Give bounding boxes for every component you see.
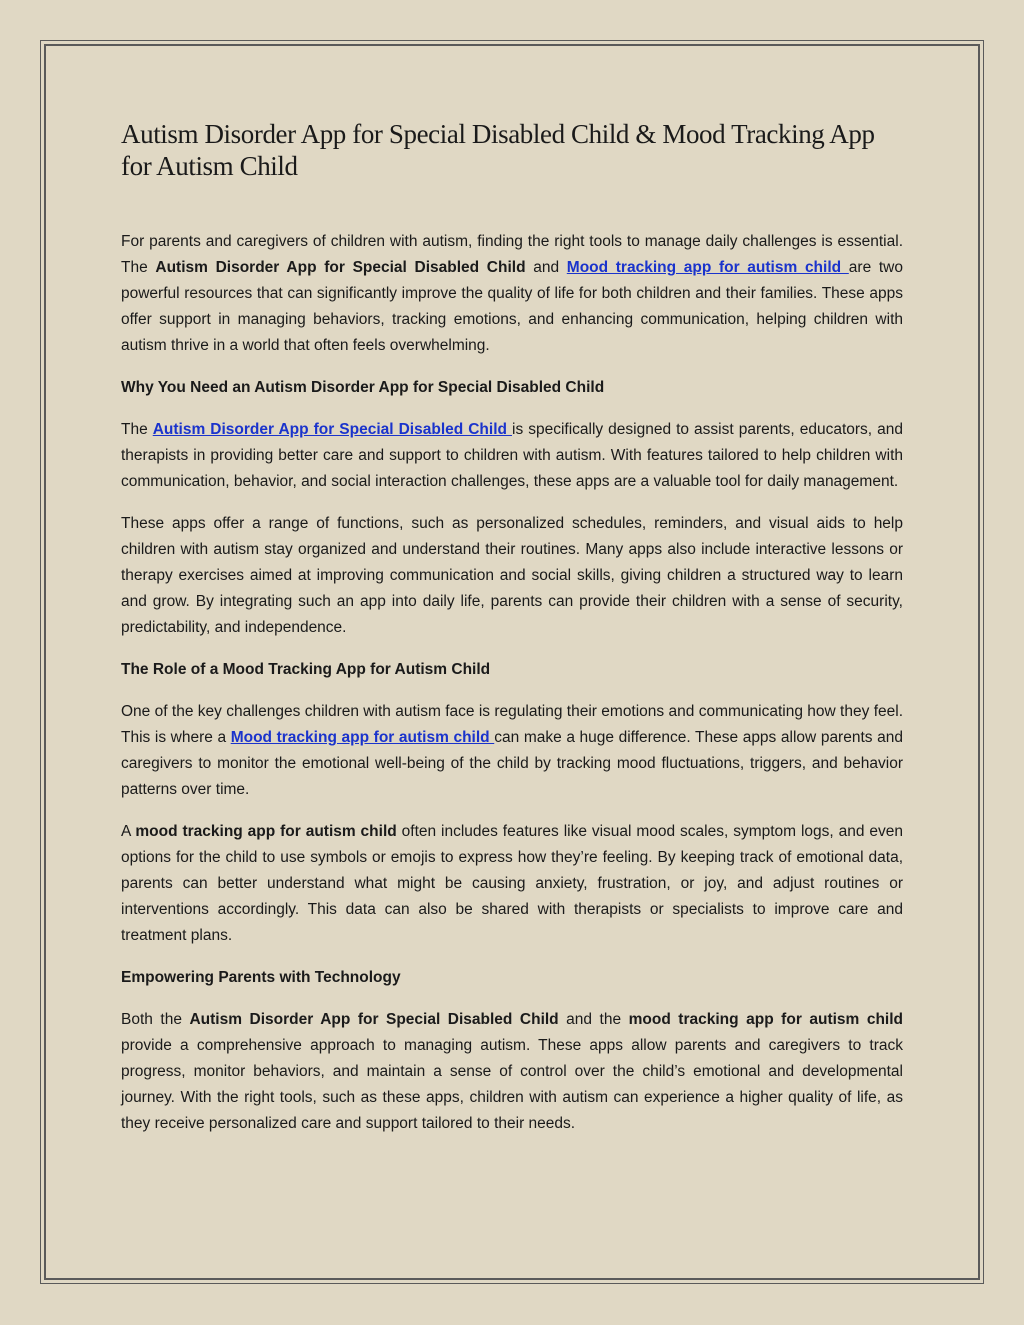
mood-tracking-link-section[interactable]: Mood tracking app for autism child (230, 729, 495, 746)
section-heading-empowering: Empowering Parents with Technology (121, 969, 401, 986)
mood-tracking-link-intro[interactable]: Mood tracking app for autism child (566, 259, 849, 276)
document-title: Autism Disorder App for Special Disabled Child & Mood Tracking App for Autism Child (121, 119, 875, 181)
section1-p1-text-2: is specifically designed to assist parents, educators, and therapists in providing better care and support to children with autism. With features tailored to help children with communication, behavior, and social interaction challenges, these apps are a valuable tool for daily management. (121, 421, 903, 490)
section3-paragraph-1 (121, 1007, 903, 1137)
document-body (121, 118, 903, 1153)
section3-p1-text-3: provide a comprehensive approach to managing autism. These apps allow parents and caregivers to track progress, monitor behaviors, and maintain a sense of control over the child’s emotional and developmental journey. With the right tools, such as these apps, children with autism can experience a higher quality of life, as they receive personalized care and support tailored to their needs. (121, 1037, 903, 1132)
section2-paragraph-2 (121, 819, 903, 949)
section2-p2-bold: mood tracking app for autism child (135, 823, 397, 840)
section2-p2-text-2: often includes features like visual mood scales, symptom logs, and even options for the child to use symbols or emojis to express how they’re feeling. By keeping track of emotional data, parents can better understand what might be causing anxiety, frustration, or joy, and adjust routines or interventions accordingly. This data can also be shared with therapists or specialists to improve care and treatment plans. (121, 823, 903, 944)
intro-paragraph (121, 229, 903, 359)
section2-p2-text-1: A (121, 823, 136, 840)
section1-paragraph-1 (121, 417, 903, 495)
section-heading-why: Why You Need an Autism Disorder App for Special Disabled Child (121, 379, 605, 396)
section1-paragraph-2: These apps offer a range of functions, such as personalized schedules, reminders, and visual aids to help children with autism stay organized and understand their routines. Many apps also include interactive lessons or therapy exercises aimed at improving communication and social skills, giving children a structured way to learn and grow. By integrating such an app into daily life, parents can provide their children with a sense of security, predictability, and independence. (121, 515, 903, 636)
section3-p1-bold-1: Autism Disorder App for Special Disabled Child (189, 1011, 559, 1028)
intro-bold-app-name: Autism Disorder App for Special Disabled Child (155, 259, 526, 276)
section3-p1-text-1: Both the (121, 1011, 190, 1028)
section1-p1-text-1: The (121, 421, 153, 438)
section2-p1-text-1: One of the key challenges children with autism face is regulating their emotions and communicating how they feel. This is where a (121, 703, 903, 746)
section3-p1-text-2: and the (558, 1011, 629, 1028)
section-heading-role: The Role of a Mood Tracking App for Autism Child (121, 661, 491, 678)
section2-p1-text-2: can make a huge difference. These apps allow parents and caregivers to monitor the emotional well-being of the child by tracking mood fluctuations, triggers, and behavior patterns over time. (121, 729, 903, 798)
intro-text-1: For parents and caregivers of children with autism, finding the right tools to manage daily challenges is essential. The (121, 233, 903, 276)
section2-paragraph-1 (121, 699, 903, 803)
intro-text-2: and (525, 259, 567, 276)
intro-text-3: are two powerful resources that can significantly improve the quality of life for both children and their families. These apps offer support in managing behaviors, tracking emotions, and enhancing communication, helping children with autism thrive in a world that often feels overwhelming. (121, 259, 903, 354)
autism-app-link[interactable]: Autism Disorder App for Special Disabled Child (152, 421, 512, 438)
section3-p1-bold-2: mood tracking app for autism child (628, 1011, 903, 1028)
